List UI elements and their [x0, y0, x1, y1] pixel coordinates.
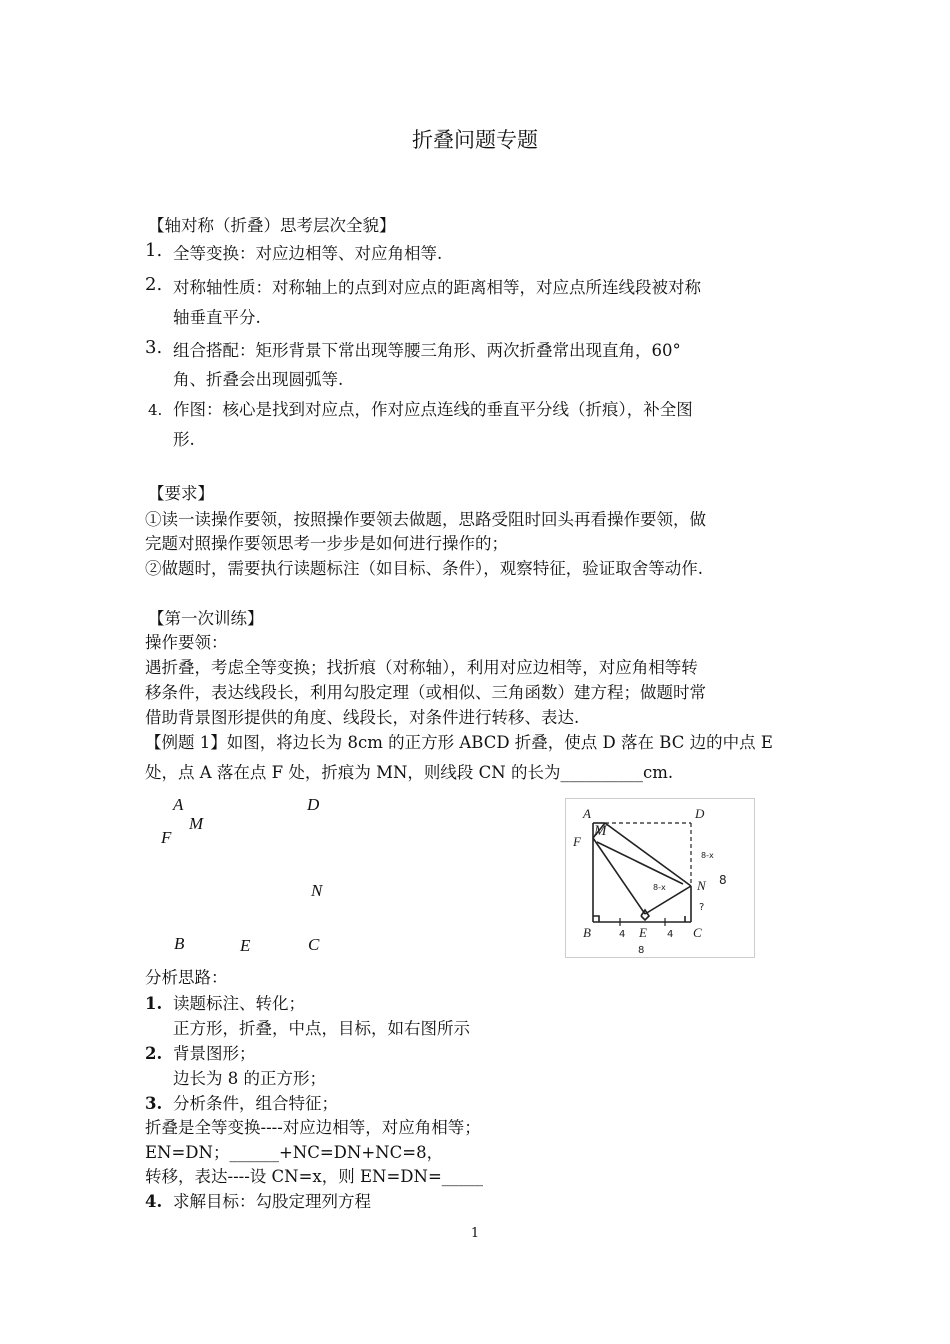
list-item: 组合搭配：矩形背景下常出现等腰三角形、两次折叠常出现直角，60° — [173, 341, 681, 360]
list-item-cont: 轴垂直平分. — [173, 308, 261, 327]
analysis-line: 转移，表达----设 CN=x，则 EN=DN=_____ — [145, 1167, 484, 1186]
analysis-number: 4. — [145, 1192, 163, 1211]
fig-label-D: D — [695, 806, 705, 821]
example-text: 【例题 1】如图，将边长为 8cm 的正方形 ABCD 折叠，使点 D 落在 BC 边的中点 E — [145, 733, 773, 752]
list-item: 作图：核心是找到对应点，作对应点连线的垂直平分线（折痕），补全图 — [173, 400, 693, 419]
analysis-step: 背景图形； — [173, 1044, 256, 1063]
fig-num-8-bottom: 8 — [638, 945, 645, 956]
analysis-line: EN=DN；______+NC=DN+NC=8， — [145, 1143, 444, 1162]
section-heading-first-training: 【第一次训练】 — [148, 609, 264, 628]
fig-question-mark: ? — [699, 902, 705, 913]
label-M: M — [189, 814, 204, 833]
label-N: N — [311, 881, 323, 900]
list-item-cont: 形. — [173, 430, 195, 449]
label-F: F — [161, 828, 172, 847]
folding-diagram — [565, 798, 755, 958]
paragraph-line: 借助背景图形提供的角度、线段长，对条件进行转移、表达. — [145, 708, 580, 727]
page-title: 折叠问题专题 — [412, 128, 538, 152]
paragraph-line: ②做题时，需要执行读题标注（如目标、条件），观察特征，验证取舍等动作. — [145, 559, 703, 578]
list-item: 对称轴性质：对称轴上的点到对应点的距离相等，对应点所连线段被对称 — [173, 278, 701, 297]
paragraph-line: 遇折叠，考虑全等变换；找折痕（对称轴），利用对应边相等，对应角相等转 — [145, 658, 698, 677]
label-D: D — [307, 795, 320, 814]
fig-label-8-minus-x: 8-x — [701, 851, 714, 860]
subheading-key-points: 操作要领： — [145, 633, 228, 652]
fig-label-M: M — [594, 823, 607, 839]
list-number: 2. — [145, 274, 163, 295]
paragraph-line: 移条件，表达线段长，利用勾股定理（或相似、三角函数）建方程；做题时常 — [145, 683, 706, 702]
label-B: B — [174, 934, 185, 953]
list-number: 4. — [148, 401, 163, 419]
label-A: A — [173, 795, 184, 814]
paragraph-line: ①读一读操作要领，按照操作要领去做题，思路受阻时回头再看操作要领，做 — [145, 510, 706, 529]
label-C: C — [308, 935, 320, 954]
analysis-sub: 边长为 8 的正方形； — [173, 1069, 326, 1088]
analysis-number: 1. — [145, 994, 163, 1013]
analysis-heading: 分析思路： — [145, 968, 228, 987]
section-heading-axis-symmetry: 【轴对称（折叠）思考层次全貌】 — [148, 216, 396, 235]
example-text: 处，点 A 落在点 F 处，折痕为 MN，则线段 CN 的长为__________cm. — [145, 763, 674, 782]
label-E: E — [240, 936, 251, 955]
fig-label-N: N — [697, 878, 706, 893]
section-heading-requirements: 【要求】 — [148, 484, 214, 503]
analysis-number: 3. — [145, 1094, 163, 1113]
fig-label-A: A — [583, 806, 591, 821]
fig-num-4a: 4 — [619, 929, 626, 940]
analysis-step: 分析条件，组合特征； — [173, 1094, 338, 1113]
list-item-cont: 角、折叠会出现圆弧等. — [173, 370, 344, 389]
analysis-step: 读题标注、转化； — [173, 994, 305, 1013]
list-item: 全等变换：对应边相等、对应角相等. — [173, 244, 443, 263]
fig-label-8-minus-x-2: 8-x — [653, 883, 666, 892]
analysis-line: 折叠是全等变换----对应边相等，对应角相等； — [145, 1118, 481, 1137]
list-number: 1. — [145, 240, 163, 261]
fig-num-4b: 4 — [667, 929, 674, 940]
analysis-sub: 正方形，折叠，中点，目标，如右图所示 — [173, 1019, 470, 1038]
page-number: 1 — [470, 1226, 480, 1241]
fig-label-B: B — [583, 925, 591, 940]
analysis-number: 2. — [145, 1044, 163, 1063]
fig-label-E: E — [639, 925, 647, 940]
fig-num-8-right: 8 — [719, 873, 727, 887]
fig-label-F: F — [573, 834, 581, 849]
list-number: 3. — [145, 337, 163, 358]
paragraph-line: 完题对照操作要领思考一步步是如何进行操作的； — [145, 534, 508, 553]
fig-label-C: C — [693, 925, 702, 940]
analysis-step: 求解目标：勾股定理列方程 — [173, 1192, 371, 1211]
